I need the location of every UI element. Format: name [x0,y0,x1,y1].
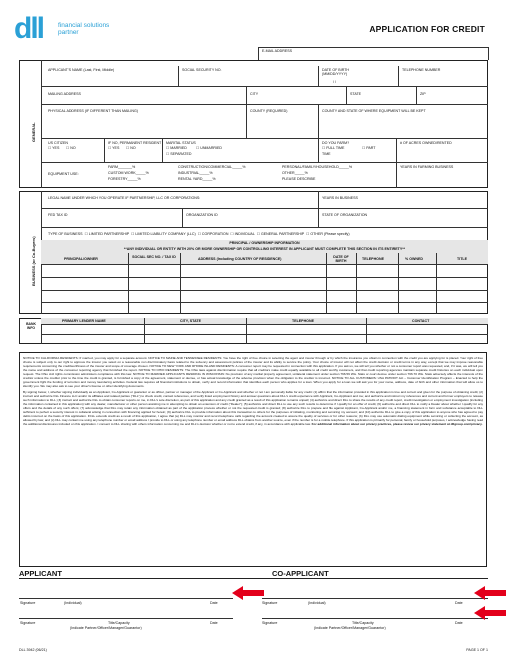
farm-label: DO YOU FARM? [322,141,350,145]
form-id: DLL 3942 (06/21) [19,648,47,652]
years-in-business-field[interactable]: YEARS IN BUSINESS [322,196,358,200]
applicant-indicate-label: (Indicate Partner/Officer/Manager/Guarantor) [70,626,142,630]
applicant-title-line[interactable] [19,618,233,619]
page-number: PAGE 1 OF 1 [466,648,488,652]
page-title: APPLICATION FOR CREDIT [369,24,485,34]
owner-row-3[interactable] [41,302,488,303]
legal-name-field[interactable]: LEGAL NAME UNDER WHICH YOU OPERATE IF PARTNERSHIP, LLC OR CORPORATIONS: [48,196,201,200]
industrial-percent[interactable]: INDUSTRIAL_____% [178,171,213,175]
co-applicant-heading: CO-APPLICANT [272,569,329,578]
farm-time: TIME [322,152,331,156]
signature-authorization: By signing below, I, whether signing individually as an Applicant, Co-Applicant or guarantor or as officer, partner or manager of the Applicant or Co-Applicant and whether or not I am personally liable for any credit: (1) affirm that the information provided in this application is true and correct and given for the purpose of obtaining credit; (2) instruct and authorize DLL Finance LLC and/or its affiliates and related parties ("DLL") to check credit, contact references, and verify listed employment history and answer questions about DLL's credit experience with Applicant, Co-Applicant and me; and authorize and instruct my references and current and former employers to release such information to DLL; (3) instruct and authorize DLL to obtain consumer reports on me, in DLL's sole discretion, as part of this application and any credit granted as a result of this application remains unpaid; (4) authorize and direct DLL to share the results of any credit report, credit investigation or employment investigation (including the information contained in this application) with any dealer, manufacturer or other person assisting me in attempting to obtain an extension of credit ("Dealer"); (5) authorize and direct DLL to use any such results to determine if I qualify for an offer of credit; (6) authorize and direct DLL to notify a Dealer about whether I qualify for any offers and the details of any such offers; (7) acknowledge that DLL may retain any information obtained as part of the application process whether or not the requested credit is granted; (8) authorize DLL to prepare and file against Applicant, Co-Applicant and/or me, a financing statement in form and substance acceptable to DLL sufficient to perfect a security interest in collateral arising in connection with financing applied for herein; (9) authorize DLL to provide information about this transaction to others for the purposes of initiating, monitoring and servicing my account; and (10) authorize DLL to give a copy of this application to anyone who has agreed to pay debts incurred on the basis of this application. FCLL extends credit as a result of this application, I agree that (a) DLL may monitor and record telephone calls regarding the account created to assure the quality of services or for other reasons; (b) DLL may use automatic dialing equipment while servicing or collecting the account, as allowed by law; and (c) DLL may contact me using any telephone number or email address I provide to DLL or using any telephone number or email address DLL obtains from another source, even if the number is for a mobile telephone. If this application is primarily for personal, family or household purposes, I acknowledge having read the additional disclosures included on this application. I consent to DLL sharing with others information concerning me and DLL's decision whether or not to extend credit, if any, in accordance with applicable law. [23,389,484,427]
permanent-resident-label: IF NO, PERMANENT RESIDENT [108,141,162,145]
business-section-label: BUSINESS (or Co-Buyers) [31,236,36,286]
co-applicant-title-capacity-label: Title/Capacity [352,621,374,625]
col-address: ADDRESS (Including COUNTRY OF RESIDENCE) [198,257,282,261]
us-citizen-yes[interactable]: ☐ YES [48,146,60,150]
state-field[interactable]: STATE [350,92,362,96]
privacy-statement[interactable]: For additional information about our privacy practices, please review our privacy statement at dllgroup.com/privacy. [311,422,483,427]
city-field[interactable]: CITY [250,92,259,96]
bank-section-label: BANK INFO [26,322,36,330]
zip-field[interactable]: ZIP [420,92,426,96]
co-applicant-date-label-2: Date [455,621,463,625]
logo-line-2: partner [58,29,79,36]
personal-percent[interactable]: PERSONAL/FAMILY/HOUSEHOLD_____% [282,165,353,169]
ownership-note: **ANY INDIVIDUAL OR ENTITY WITH 20% OR MORE OWNERSHIP OR CONTROLLING INTEREST IN APPLICANT MUST COMPLETE THIS SECTION IN ITS ENTIRETY** [123,247,406,251]
state-notices: NOTICE TO CALIFORNIA RESIDENTS: If married, you may apply for a separate account. NOTICE TO MAINE AND TENNESSEE RESIDENTS: You have the right of free choice in selecting the agent and insurer through or by which the insurance you obtain in connection with the credit you are applying for is placed. Your right of free choice is subject only to our right to approve the insurer you select on a reasonable non discriminatory basis related to the solvency and assessment policies of the insurer and its ability to service the policy. Your choice of insurer will not affect the credit decision or credit terms in any way, except that we may impose reasonable requirements concerning the creditworthiness of the insurer and scope of coverage chosen. NOTICE TO NEW YORK AND RHODE ISLAND RESIDENTS: A consumer report may be requested in connection with this application. If you ask us, we will tell you whether or not a consumer report was requested, and, if it was, we will tell you the name and address of the consumer reporting agency that furnished the report. NOTICE TO OHIO RESIDENTS: The Ohio laws against discrimination require that all creditors make credit equally available to all credit worthy customers, and that credit reporting agencies maintain separate credit histories on each individual upon request. The Ohio civil rights commission administers compliance with this law. NOTICE TO MARRIED APPLICANTS RESIDING IN WISCONSIN: No provision of any marital property agreement, unilateral statement under section 766.59 Wis. Stats or court decree under section 766.70 Wis. Stats adversely affects the interests of the creditor unless the creditor prior to the time the credit is granted, is furnished a copy of the agreement, statement or decree, or has actual knowledge of the adverse provision when the obligation to the creditor is incurred. NOTICE TO ALL CUSTOMERS: USA PATRIOT Act – Customer Identification Program – Enacted to help the government fight the funding of terrorism and money laundering activities. Federal law requires all financial institutions to obtain, verify and record information that identifies each person who applies for a loan. When you apply for a loan we will ask you for your name, address, date of birth and other information that will allow us to identify you. We may also ask to see your driver's license or other identifying documents. [23,356,483,389]
notice-text-block [19,352,487,567]
general-section-label: GENERAL [31,122,36,142]
owner-row-1[interactable] [41,277,488,278]
us-citizen-label: US CITIZEN [48,141,68,145]
col-principal-owner: PRINCIPAL/OWNER [64,257,98,261]
county-field[interactable]: COUNTY (REQUIRED) [250,109,288,113]
co-applicant-individual-label: (Individual) [308,601,326,605]
ownership-header: PRINCIPAL / OWNERSHIP INFORMATION [229,241,300,245]
applicant-signature-label: Signature [20,601,36,605]
marital-unmarried[interactable]: ☐ UNMARRIED [196,146,222,150]
farm-part[interactable]: ☐ PART [362,146,376,150]
marital-status-label: MARITAL STATUS [166,141,196,145]
email-field[interactable]: E-MAIL ADDRESS [262,49,293,53]
equipment-county-field[interactable]: COUNTY AND STATE OF WHERE EQUIPMENT WILL BE KEPT [322,109,426,113]
col-city-state: CITY, STATE [180,319,202,323]
co-applicant-indicate-label: (Indicate Partner/Officer/Manager/Guarantor) [314,626,386,630]
state-of-organization-field[interactable]: STATE OF ORGANIZATION [322,213,368,217]
dob-field[interactable]: DATE OF BIRTH (MM/DD/YYYY) [322,68,350,76]
logo-line-1: financial solutions [58,22,110,29]
type-other[interactable]: ☐ OTHER (Please specify) [306,232,350,236]
acres-field[interactable]: # OF ACRES OWNED/RENTED [400,141,452,145]
col-title: TITLE [457,257,467,261]
co-applicant-signature-label-2: Signature [262,621,278,625]
fed-tax-id-field[interactable]: FED TAX ID [48,213,68,217]
marital-married[interactable]: ☐ MARRIED [166,146,187,150]
permanent-resident-yes[interactable]: ☐ YES [108,146,120,150]
type-individual[interactable]: ☐ INDIVIDUAL [230,232,255,236]
co-applicant-signature-label: Signature [262,601,278,605]
equipment-use-label: EQUIPMENT USE: [48,172,79,176]
col-percent-owned: % OWNED [405,257,423,261]
dll-logo: dll [14,12,43,45]
col-telephone: TELEPHONE [362,257,384,261]
rental-yard-percent[interactable]: RENTAL YARD_____% [178,177,216,181]
col-lender-name: PRIMARY LENDER NAME [62,319,106,323]
applicant-date-label: Date [210,601,218,605]
telephone-field[interactable]: TELEPHONE NUMBER [402,68,441,72]
organization-id-field[interactable]: ORGANIZATION ID [186,213,218,217]
co-applicant-signature-line[interactable] [262,598,488,599]
years-farming-field[interactable]: YEARS IN FARMING BUSINESS [400,165,454,169]
type-corporation[interactable]: ☐ CORPORATION [197,232,229,236]
owner-row-2[interactable] [41,290,488,291]
please-describe[interactable]: PLEASE DESCRIBE [282,177,316,181]
applicant-signature-arrow-icon [232,586,264,600]
ssn-field[interactable]: SOCIAL SECURITY NO. [182,68,222,72]
applicant-heading: APPLICANT [19,569,62,578]
applicant-signature-line[interactable] [19,598,233,599]
us-citizen-no[interactable]: ☐ NO [66,146,76,150]
farm-percent[interactable]: FARM_______% [108,165,136,169]
permanent-resident-no[interactable]: ☐ NO [126,146,136,150]
applicant-title-capacity-label: Title/Capacity [108,621,130,625]
col-ssn-tax-id: SOCIAL SEC NO. / TAX ID [132,255,176,259]
co-applicant-date-label: Date [455,601,463,605]
applicant-individual-label: (Individual) [64,601,82,605]
marital-separated[interactable]: ☐ SEPARATED [166,152,192,156]
farm-full-time[interactable]: ☐ FULL TIME [322,146,345,150]
forestry-percent[interactable]: FORESTRY_____% [108,177,141,181]
type-general-partnership[interactable]: ☐ GENERAL PARTNERSHIP [256,232,305,236]
physical-address-field[interactable]: PHYSICAL ADDRESS (IF DIFFERENT THAN MAILING) [48,109,138,113]
type-limited-partnership[interactable]: ☐ LIMITED PARTNERSHIP [84,232,130,236]
type-llc[interactable]: ☐ LIMITED LIABILITY COMPANY (LLC) [131,232,196,236]
business-type-row [48,232,350,236]
co-applicant-title-arrow-icon [474,606,506,620]
other-percent[interactable]: OTHER_____% [282,171,308,175]
type-of-business-label: TYPE OF BUSINESS [48,232,83,236]
col-bank-telephone: TELEPHONE [292,319,314,323]
col-dob: DATE OF BIRTH [333,255,349,263]
applicant-date-label-2: Date [210,621,218,625]
construction-percent[interactable]: CONSTRUCTION/COMMERCIAL_____% [178,165,246,169]
applicant-signature-label-2: Signature [20,621,36,625]
applicant-name-field[interactable]: APPLICANT'S NAME (Last, First, Middle) [48,68,115,72]
logo-tagline [58,22,109,36]
dob-slashes: / / [333,80,336,84]
co-applicant-signature-arrow-icon [474,586,506,600]
custom-work-percent[interactable]: CUSTOM WORK_____% [108,171,149,175]
mailing-address-field[interactable]: MAILING ADDRESS [48,92,81,96]
col-contact: CONTACT [412,319,430,323]
co-applicant-title-line[interactable] [262,618,488,619]
bank-row-1[interactable] [41,334,488,335]
